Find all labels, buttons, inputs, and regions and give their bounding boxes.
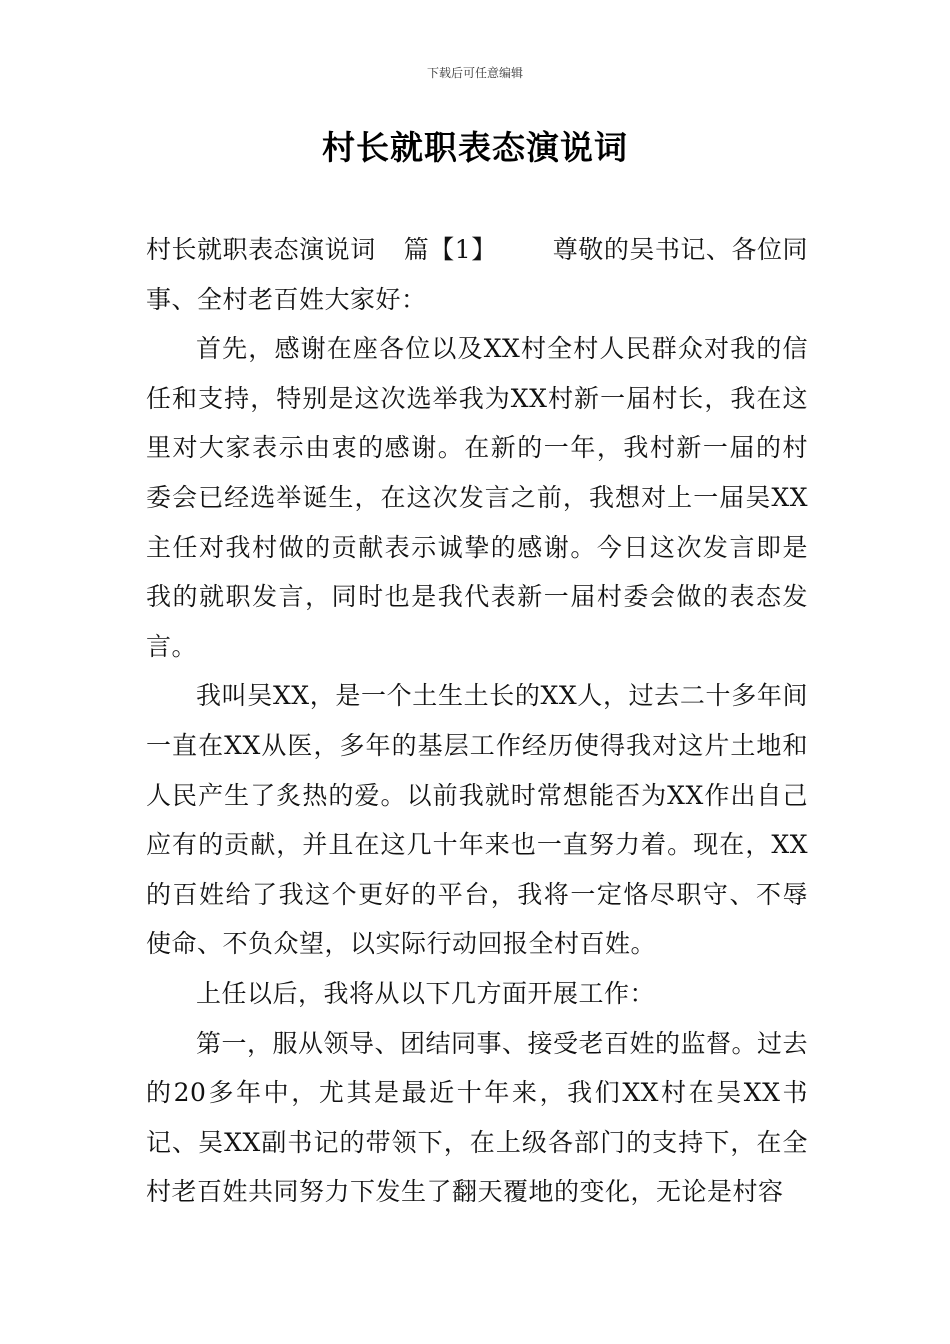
body-paragraph-1: 首先，感谢在座各位以及XX村全村人民群众对我的信任和支持，特别是这次选举我为XX村新一届村长，我在这里对大家表示由衷的感谢。在新的一年，我村新一届的村委会已经选举诞生，在这次发言之前，我想对上一届吴XX主任对我村做的贡献表示诚挚的感谢。今日这次发言即是我的就职发言，同时也是我代表新一届村委会做的表态发言。 [146, 334, 808, 661]
intro-part-label: 篇【1】 [403, 235, 497, 264]
document-title: 村长就职表态演说词 [322, 128, 628, 167]
document-body [146, 225, 808, 1217]
intro-greeting: 尊敬的吴书记、各位同事、全村老百姓大家好： [146, 235, 808, 314]
intro-paragraph [146, 225, 808, 324]
page-header-note: 下载后可任意编辑 [426, 66, 523, 80]
body-paragraph-4: 第一，服从领导、团结同事、接受老百姓的监督。过去的20多年中，尤其是最近十年来，我们XX村在吴XX书记、吴XX副书记的带领下，在上级各部门的支持下，在全村老百姓共同努力下发生了翻天覆地的变化，无论是村容 [146, 1028, 809, 1207]
body-paragraph-2: 我叫吴XX，是一个土生土长的XX人，过去二十多年间一直在XX从医，多年的基层工作经历使得我对这片土地和人民产生了炙热的爱。以前我就时常想能否为XX作出自己应有的贡献，并且在这几十年来也一直努力着。现在，XX的百姓给了我这个更好的平台，我将一定恪尽职守、不辱使命、不负众望，以实际行动回报全村百姓。 [146, 681, 808, 959]
body-paragraph-3: 上任以后，我将从以下几方面开展工作： [196, 978, 656, 1008]
intro-doc-name: 村长就职表态演说词 [146, 235, 376, 264]
